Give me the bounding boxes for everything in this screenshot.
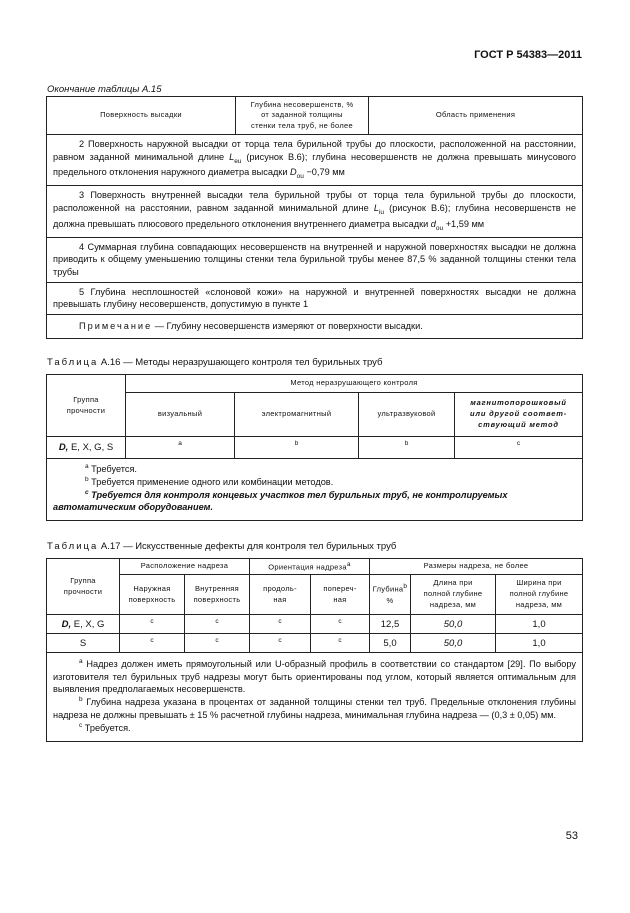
t16-row-group: D, E, X, G, S [47,437,126,459]
t17-col-orientation: Ориентация надреза$^a$ [250,559,370,575]
t17-col-longitudinal: продоль- ная [250,575,311,615]
t16-mark: a [126,437,235,459]
t16-note-c: $^c$ Требуется для контроля концевых участков тел бурильных труб, не контролируемых автоматическим оборудованием. [53,488,508,513]
t15-col-depth: Глубина несовершенств, % от заданной толщины стенки тела труб, не более [236,97,369,135]
t15-row-3: 3 Поверхность внутренней высадки тела бурильной трубы от торца тела бурильной трубы до плоскости, расположенной на расстоянии, равном заданной минимальной длине $L_{iu}$ (рисунок В.6); глубина несовершенств не должна превышать плюсового предельного отклонения внутреннего диаметра высадки $d_{ou} +1,59$ мм [47,186,583,237]
t15-col-application: Область применения [369,97,583,135]
t17-col-sizes: Размеры надреза, не более [370,559,583,575]
t17-mark: c [250,634,311,653]
t16-col-magnetic: магнитопорошковый или другой соответ- ствующий метод [455,393,583,437]
t17-mark: c [185,615,250,634]
table-a15 [46,96,583,339]
t15-row-4: 4 Суммарная глубина совпадающих несовершенств на внутренней и наружной поверхностях высадки не должна приводить к общему уменьшению толщины стенки тела бурильной трубы менее 87,5 % заданной толщины стенки тела трубы [47,237,583,282]
t17-length-value: 50,0 [411,615,496,634]
t17-note-b: $^b$ Глубина надреза указана в процентах от заданной толщины стенки тел труб. Предельные отклонения глубины надреза не должны превышать ± 15 % расчетной глубины надреза, минимальная глубина надреза — (0,3 ± 0,05) мм. [53,696,576,720]
page-number: 53 [565,830,578,842]
table-a17-caption: Таблица А.17 — Искусственные дефекты для контроля тел бурильных труб [47,541,397,552]
t17-width-value: 1,0 [496,634,583,653]
t17-length-value: 50,0 [411,634,496,653]
t17-row-group: S [47,634,120,653]
document-header: ГОСТ Р 54383—2011 [474,49,582,61]
t17-notes [47,653,583,742]
t17-depth-value: 12,5 [370,615,411,634]
table-a15-caption: Окончание таблицы А.15 [47,84,162,95]
t17-mark: c [185,634,250,653]
t17-col-length: Длина при полной глубине надреза, мм [411,575,496,615]
t17-depth-value: 5,0 [370,634,411,653]
t17-mark: c [120,615,185,634]
t16-col-visual: визуальный [126,393,235,437]
table-a17 [46,558,583,742]
t16-note-a: $^a$ Требуется. [85,463,137,475]
t15-row-2: 2 Поверхность наружной высадки от торца тела бурильной трубы до плоскости, расположенной на расстоянии, равном заданной минимальной длине $L_{eu}$ (рисунок В.6); глубина несовершенств не должна превышать минусового предельного отклонения наружного диаметра высадки $D_{ou} -0,79$ мм [47,135,583,186]
t15-note: Примечание — Глубину несовершенств измеряют от поверхности высадки. [47,315,583,339]
t16-mark: b [359,437,455,459]
t17-col-location: Расположение надреза [120,559,250,575]
t16-col-group: Группа прочности [47,375,126,437]
t16-col-ultrasonic: ультразвуковой [359,393,455,437]
table-a16-caption: Таблица А.16 — Методы неразрушающего контроля тел бурильных труб [47,357,383,368]
t15-col-surface: Поверхность высадки [47,97,236,135]
t17-width-value: 1,0 [496,615,583,634]
t17-col-width: Ширина при полной глубине надреза, мм [496,575,583,615]
t17-mark: c [311,634,370,653]
t17-mark: c [250,615,311,634]
t16-col-method: Метод неразрушающего контроля [126,375,583,393]
t17-col-depth: Глубина$^b$ % [370,575,411,615]
t17-col-transverse: попереч- ная [311,575,370,615]
t16-notes [47,459,583,521]
t17-note-a: $^a$ Надрез должен иметь прямоугольный или U-образный профиль в соответствии со стандартом [29]. По выбору изготовителя тел бурильных труб надрезы могут быть ориентированы под углом, который является оптимальным для выявления предполагаемых несовершенств. [53,658,576,695]
t16-mark: c [455,437,583,459]
table-a16 [46,374,583,521]
t16-mark: b [235,437,359,459]
t17-col-group: Группа прочности [47,559,120,615]
t17-mark: c [311,615,370,634]
t17-mark: c [120,634,185,653]
t17-col-outer: Наружная поверхность [120,575,185,615]
t17-row-group: D, E, X, G [47,615,120,634]
t16-note-b: $^b$ Требуется применение одного или комбинации методов. [85,475,334,487]
t17-col-inner: Внутренняя поверхность [185,575,250,615]
t16-col-electromagnetic: электромагнитный [235,393,359,437]
t17-note-c: $^c$ Требуется. [79,721,131,733]
t15-row-5: 5 Глубина несплошностей «слоновой кожи» на наружной и внутренней поверхностях высадки не должна превышать глубину несовершенств, допустимую в пункте 1 [47,282,583,314]
